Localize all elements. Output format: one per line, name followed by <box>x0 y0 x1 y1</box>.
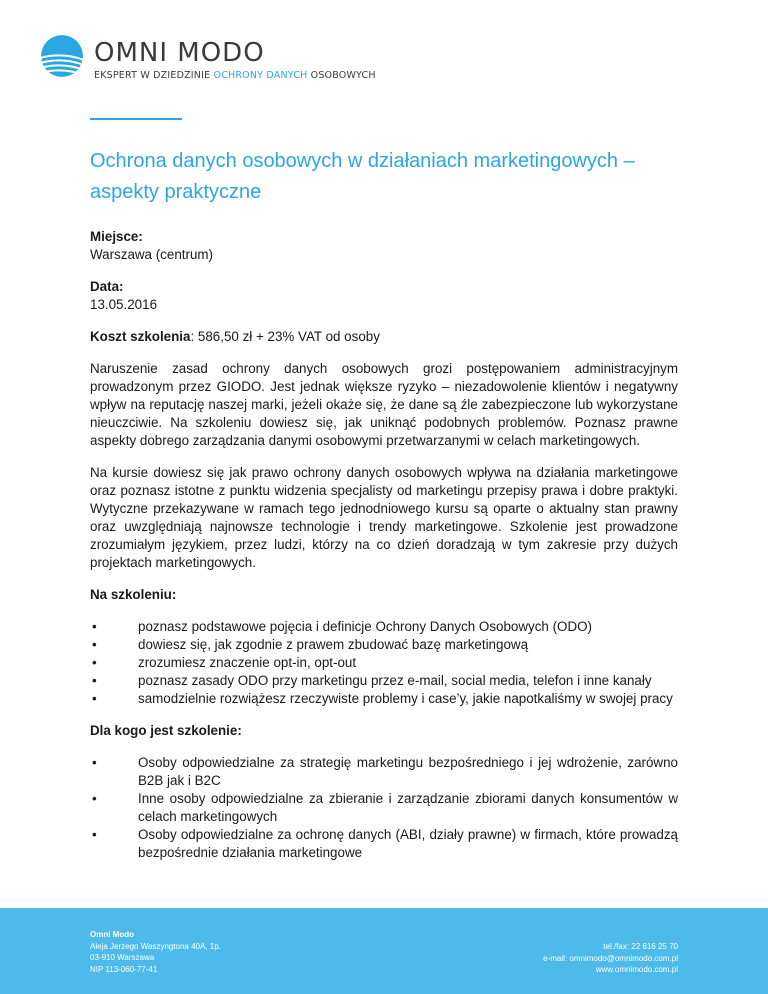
title-accent-rule <box>90 118 182 120</box>
globe-icon <box>40 34 84 78</box>
footer-nip: NIP 113-060-77-41 <box>90 964 158 974</box>
cost-block <box>90 328 678 346</box>
cost-value: : 586,50 zł + 23% VAT od osoby <box>190 329 380 344</box>
list-item-text: poznasz podstawowe pojęcia i definicje Ochrony Danych Osobowych (ODO) <box>138 619 593 634</box>
footer-phone: tel./fax: 22 616 25 70 <box>603 942 678 951</box>
bullet-icon: • <box>92 791 97 806</box>
bullet-icon: • <box>92 691 97 706</box>
audience-list <box>90 754 678 862</box>
footer-street: Aleja Jerzego Waszyngtona 40A, 1p. <box>90 941 221 951</box>
date-value: 13.05.2016 <box>90 297 158 312</box>
place-block <box>90 228 678 264</box>
course-paragraph: Na kursie dowiesz się jak prawo ochrony danych osobowych wpływa na działania marketingowe oraz poznasz istotne z punktu widzenia specjalisty od marketingu przepisy prawa i dobre praktyki. Wytyczne przekazywane w ramach tego jednodniowego kursu są oparte o aktualny stan prawny oraz uwzględniają najnowsze technologie i trendy marketingowe. Szkolenie jest prowadzone zrozumiałym językiem, przez ludzi, którzy na co dzień doradzają w tym zakresie przy dużych projektach marketingowych. <box>90 465 678 570</box>
list-item <box>90 790 678 826</box>
footer-address <box>90 929 221 975</box>
list-item-text: Inne osoby odpowiedzialne za zbieranie i zarządzanie zbiorami danych konsumentów w celach marketingowych <box>138 791 678 824</box>
document-title: Ochrona danych osobowych w działaniach marketingowych – aspekty praktyczne <box>90 150 635 203</box>
list-item <box>90 754 678 790</box>
bullet-icon: • <box>92 755 97 770</box>
list-item <box>90 618 678 636</box>
list-item <box>90 636 678 654</box>
cost-label: Koszt szkolenia <box>90 329 191 344</box>
training-heading: Na szkoleniu: <box>90 587 177 602</box>
list-item <box>90 690 678 708</box>
logo-wordmark: OMNI MODO <box>94 38 265 68</box>
bullet-icon: • <box>92 655 97 670</box>
bullet-icon: • <box>92 619 97 634</box>
list-item-text: samodzielnie rozwiążesz rzeczywiste problemy i case’y, jakie napotkaliśmy w swojej pracy <box>138 691 673 706</box>
footer-company: Omni Modo <box>90 930 134 939</box>
tagline-prefix: EKSPERT W DZIEDZINIE <box>94 70 214 81</box>
page-footer <box>0 908 768 994</box>
logo-tagline <box>94 70 376 81</box>
footer-website[interactable]: www.omnimodo.com.pl <box>595 965 678 974</box>
date-block <box>90 278 678 314</box>
footer-contact <box>543 941 678 976</box>
footer-email[interactable]: e-mail: omnimodo@omnimodo.com.pl <box>543 953 678 963</box>
list-item <box>90 672 678 690</box>
audience-heading: Dla kogo jest szkolenie: <box>90 723 242 738</box>
date-label: Data: <box>90 279 124 294</box>
bullet-icon: • <box>92 827 97 842</box>
list-item <box>90 826 678 862</box>
bullet-icon: • <box>92 673 97 688</box>
document-body <box>90 228 678 876</box>
list-item-text: dowiesz się, jak zgodnie z prawem zbudować bazę marketingową <box>138 637 529 652</box>
training-list <box>90 618 678 708</box>
place-value: Warszawa (centrum) <box>90 247 214 262</box>
footer-city: 03-910 Warszawa <box>90 953 155 962</box>
tagline-highlight: OCHRONY DANYCH <box>213 70 308 81</box>
omni-modo-logo <box>40 30 376 90</box>
tagline-suffix: OSOBOWYCH <box>307 70 376 81</box>
list-item-text: poznasz zasady ODO przy marketingu przez e-mail, social media, telefon i inne kanały <box>138 673 652 688</box>
intro-paragraph: Naruszenie zasad ochrony danych osobowych grozi postępowaniem administracyjnym prowadzonym przez GIODO. Jest jednak większe ryzyko – niezadowolenie klientów i negatywny wpływ na reputację naszej marki, jeżeli okaże się, że dane są źle zabezpieczone lub wykorzystane nieuczciwie. Na szkoleniu dowiesz się, jak uniknąć podobnych problemów. Poznasz prawne aspekty dobrego zarządzania danymi osobowymi przetwarzanymi w celach marketingowych. <box>90 361 678 448</box>
bullet-icon: • <box>92 637 97 652</box>
list-item <box>90 654 678 672</box>
list-item-text: zrozumiesz znaczenie opt-in, opt-out <box>138 655 357 670</box>
place-label: Miejsce: <box>90 229 143 244</box>
list-item-text: Osoby odpowiedzialne za ochronę danych (ABI, działy prawne) w firmach, które prowadzą bezpośrednie działania marketingowe <box>138 827 678 860</box>
list-item-text: Osoby odpowiedzialne za strategię marketingu bezpośredniego i jej wdrożenie, zarówno B2B jak i B2C <box>138 755 678 788</box>
